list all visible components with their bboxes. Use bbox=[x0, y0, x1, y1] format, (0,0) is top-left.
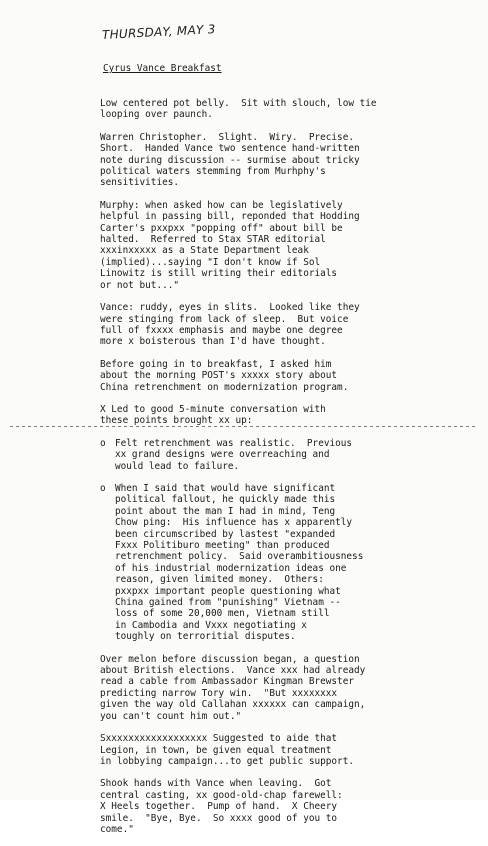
memo-title: Cyrus Vance Breakfast bbox=[103, 63, 222, 74]
bullet-mark: o bbox=[100, 482, 106, 494]
memo-body bbox=[100, 98, 480, 846]
bullet-text: When I said that would have significant political fallout, he quickly made this point about the man I had in mind, Teng Chow ping: His influence has x apparently been circumscribed by lastest "expanded Fxxx Politiburo meeting" than produced retrenchment policy. Said overambitiousness of his industrial modernization ideas one reason, given limited money. Others: pxxpxx important people questioning what China gained from "punishing" Vietnam -- loss of some 20,000 men, Vietnam still in Cambodia and Vxxx negotiating x toughly on terroritial disputes. bbox=[115, 482, 364, 643]
bullet-text: Felt retrenchment was realistic. Previous xx grand designs were overreaching and would lead to failure. bbox=[115, 437, 353, 472]
paragraph-vance-description: Vance: ruddy, eyes in slits. Looked like they were stinging from lack of sleep. But voice full of fxxxx emphasis and maybe one degree more x boisterous than I'd have thought. bbox=[100, 302, 360, 348]
paragraph-conversation-intro: X Led to good 5-minute conversation with these points brought xx up: bbox=[100, 403, 326, 427]
bullet-item bbox=[100, 483, 480, 643]
paragraph-legion: Sxxxxxxxxxxxxxxxxxx Suggested to aide that Legion, in town, be given equal treatment in lobbying campaign...to get public support. bbox=[100, 733, 354, 767]
paragraph-murphy: Murphy: when asked how can be legislatively helpful in passing bill, reponded that Hodding Carter's pxxpxx "popping off" about bill be halted. Referred to Stax STAR editorial xxxinxxxxx as a State Department leak (implied)...saying "I don't know if Sol Linowitz is still writing their editorials or not but..." bbox=[100, 199, 360, 291]
paragraph-farewell: Shook hands with Vance when leaving. Got central casting, xx good-old-chap farewell: X Heels together. Pump of hand. X Cheery smile. "Bye, Bye. So xxxx good of you to come." bbox=[100, 778, 343, 835]
paragraph-appearance: Low centered pot belly. Sit with slouch, low tie looping over paunch. bbox=[100, 98, 377, 121]
paragraph-christopher: Warren Christopher. Slight. Wiry. Precise. Short. Handed Vance two sentence hand-written note during discussion -- surmise about tricky political waters stemming from Murhphy's sensitivities. bbox=[100, 131, 360, 189]
bullet-item bbox=[100, 438, 480, 472]
paragraph-british-elections: Over melon before discussion began, a question about British elections. Vance xxx had already read a cable from Ambassador Kingman Brewster predicting narrow Tory win. "But xxxxxxxx given the way old Callahan xxxxxx can campaign, you can't count him out." bbox=[100, 653, 366, 722]
handwritten-date: THURSDAY, MAY 3 bbox=[101, 22, 217, 42]
bullet-mark: o bbox=[100, 437, 106, 449]
paragraph-before-breakfast: Before going in to breakfast, I asked him about the morning POST's xxxxx story about China retrenchment on modernization program. bbox=[100, 358, 349, 393]
